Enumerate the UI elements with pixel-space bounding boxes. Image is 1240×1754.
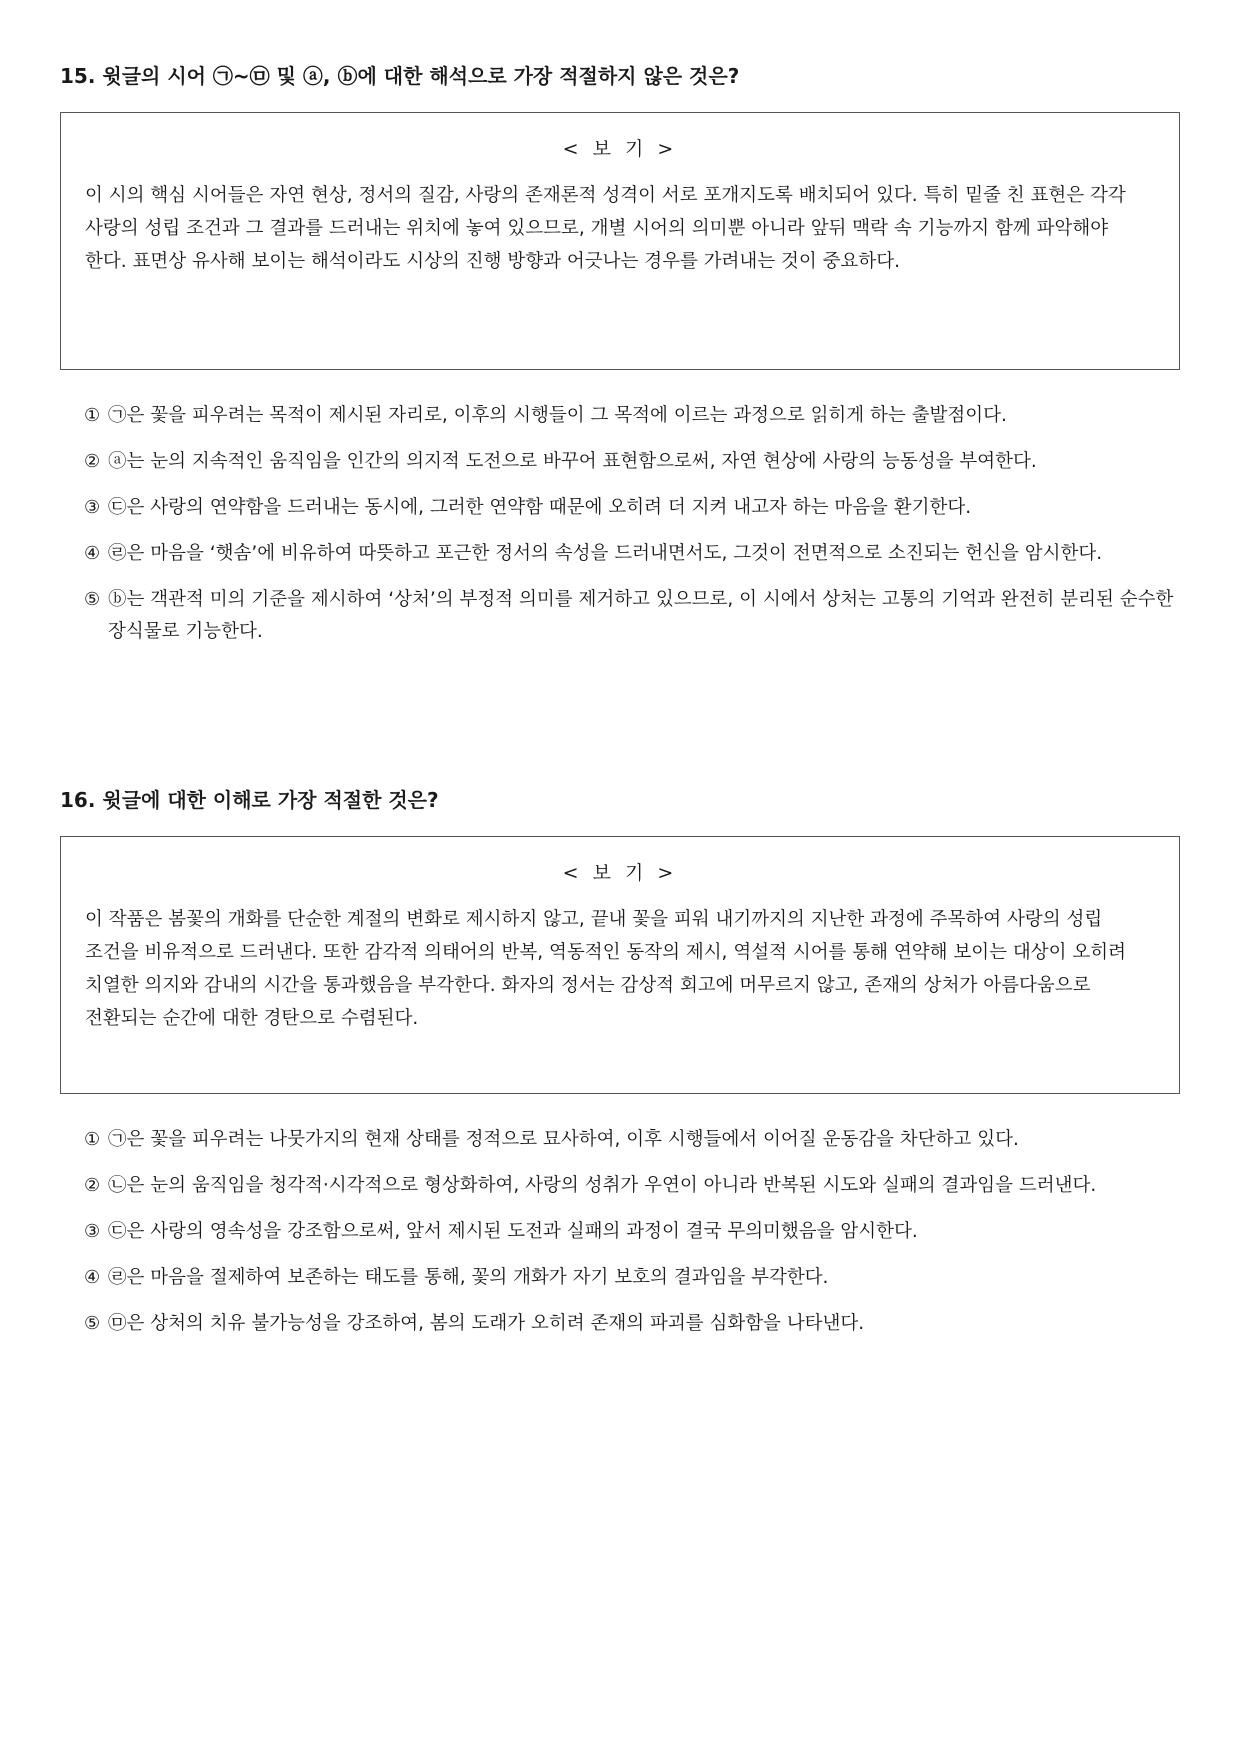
question-15-choice-1[interactable]	[84, 400, 1180, 432]
choice-text: ⓑ는 객관적 미의 기준을 제시하여 ‘상처’의 부정적 의미를 제거하고 있으므로, 이 시에서 상처는 고통의 기억과 완전히 분리된 순수한 장식물로 기능한다.	[108, 589, 1174, 642]
question-16-choice-2[interactable]	[84, 1170, 1180, 1202]
question-15-choice-5[interactable]	[84, 584, 1180, 648]
question-15-choice-3[interactable]	[84, 492, 1180, 524]
choice-number: ②	[84, 1175, 101, 1196]
choice-number: ⑤	[84, 589, 101, 610]
question-16-bogi-heading: < 보 기 >	[562, 862, 678, 884]
choice-number: ③	[84, 1221, 101, 1242]
question-16-title: 16. 윗글에 대한 이해로 가장 적절한 것은?	[60, 788, 439, 812]
choice-number: ③	[84, 497, 101, 518]
question-16-bogi-box	[60, 836, 1180, 1094]
question-15-choice-2[interactable]	[84, 446, 1180, 478]
question-15-bogi-text: 이 시의 핵심 시어들은 자연 현상, 정서의 질감, 사랑의 존재론적 성격이 서로 포개지도록 배치되어 있다. 특히 밑줄 친 표현은 각각 사랑의 성립 조건과 그 결과를 드러내는 위치에 놓여 있으므로, 개별 시어의 의미뿐 아니라 앞뒤 맥락 속 기능까지 함께 파악해야 한다. 표면상 유사해 보이는 해석이라도 시상의 진행 방향과 어긋나는 경우를 가려내는 것이 중요하다.	[85, 185, 1126, 272]
question-15-choices	[60, 400, 1180, 648]
choice-number: ⑤	[84, 1313, 101, 1334]
question-15	[60, 62, 1180, 662]
choice-text: ㉢은 사랑의 연약함을 드러내는 동시에, 그러한 연약함 때문에 오히려 더 지켜 내고자 하는 마음을 환기한다.	[108, 497, 972, 518]
question-15-bogi-box	[60, 112, 1180, 370]
question-16	[60, 786, 1180, 1354]
choice-text: ⓐ는 눈의 지속적인 움직임을 인간의 의지적 도전으로 바꾸어 표현함으로써, 자연 현상에 사랑의 능동성을 부여한다.	[108, 451, 1037, 472]
choice-text: ㉣은 마음을 절제하여 보존하는 태도를 통해, 꽃의 개화가 자기 보호의 결과임을 부각한다.	[108, 1267, 829, 1288]
choice-text: ㉠은 꽃을 피우려는 나뭇가지의 현재 상태를 정적으로 묘사하여, 이후 시행들에서 이어질 운동감을 차단하고 있다.	[108, 1129, 1019, 1150]
choice-text: ㉢은 사랑의 영속성을 강조함으로써, 앞서 제시된 도전과 실패의 과정이 결국 무의미했음을 암시한다.	[108, 1221, 918, 1242]
choice-number: ②	[84, 451, 101, 472]
question-16-choice-3[interactable]	[84, 1216, 1180, 1248]
choice-text: ㉠은 꽃을 피우려는 목적이 제시된 자리로, 이후의 시행들이 그 목적에 이르는 과정으로 읽히게 하는 출발점이다.	[108, 405, 1007, 426]
choice-number: ①	[84, 1129, 101, 1150]
question-16-bogi-text: 이 작품은 봄꽃의 개화를 단순한 계절의 변화로 제시하지 않고, 끝내 꽃을 피워 내기까지의 지난한 과정에 주목하여 사랑의 성립 조건을 비유적으로 드러낸다. 또한 감각적 의태어의 반복, 역동적인 동작의 제시, 역설적 시어를 통해 연약해 보이는 대상이 오히려 치열한 의지와 감내의 시간을 통과했음을 부각한다. 화자의 정서는 감상적 회고에 머무르지 않고, 존재의 상처가 아름다움으로 전환되는 순간에 대한 경탄으로 수렴된다.	[85, 909, 1127, 1029]
question-16-choice-1[interactable]	[84, 1124, 1180, 1156]
choice-text: ㉤은 상처의 치유 불가능성을 강조하여, 봄의 도래가 오히려 존재의 파괴를 심화함을 나타낸다.	[108, 1313, 865, 1334]
choice-text: ㉡은 눈의 움직임을 청각적·시각적으로 형상화하여, 사랑의 성취가 우연이 아니라 반복된 시도와 실패의 결과임을 드러낸다.	[108, 1175, 1097, 1196]
question-15-bogi-heading: < 보 기 >	[562, 138, 678, 160]
choice-number: ①	[84, 405, 101, 426]
question-15-title: 15. 윗글의 시어 ㉠~㉤ 및 ⓐ, ⓑ에 대한 해석으로 가장 적절하지 않은 것은?	[60, 64, 740, 88]
question-16-choices	[60, 1124, 1180, 1340]
choice-text: ㉣은 마음을 ‘햇솜’에 비유하여 따뜻하고 포근한 정서의 속성을 드러내면서도, 그것이 전면적으로 소진되는 헌신을 암시한다.	[108, 543, 1103, 564]
choice-number: ④	[84, 543, 101, 564]
choice-number: ④	[84, 1267, 101, 1288]
question-15-choice-4[interactable]	[84, 538, 1180, 570]
question-16-choice-4[interactable]	[84, 1262, 1180, 1294]
question-16-choice-5[interactable]	[84, 1308, 1180, 1340]
